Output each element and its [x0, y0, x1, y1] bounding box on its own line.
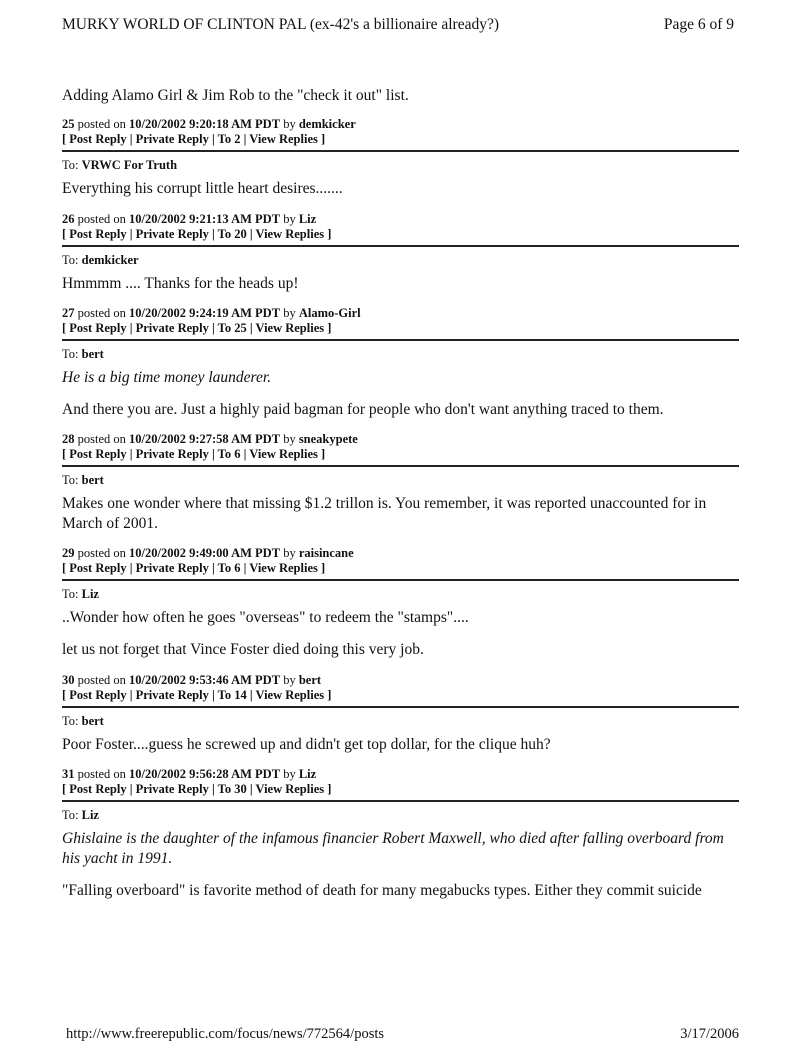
- separator: |: [208, 226, 218, 241]
- post-author[interactable]: Liz: [298, 766, 317, 781]
- separator: |: [126, 687, 136, 702]
- post-divider: [62, 800, 739, 802]
- view-replies-link[interactable]: View Replies: [255, 226, 325, 241]
- to-label: To:: [62, 346, 82, 361]
- separator: |: [246, 320, 256, 335]
- reply-to: [62, 808, 739, 823]
- post-body-text: Everything his corrupt little heart desires.......: [62, 180, 343, 198]
- private-reply-link[interactable]: Private Reply: [135, 561, 209, 576]
- post-divider: [62, 339, 739, 341]
- posted-on-label: posted on: [74, 766, 130, 781]
- separator: |: [208, 781, 218, 796]
- post-links: [62, 782, 739, 797]
- post-number[interactable]: 31: [62, 766, 75, 781]
- bracket-open: [: [62, 132, 70, 147]
- by-label: by: [280, 546, 299, 561]
- to-prefix: To: [217, 561, 235, 576]
- bracket-close: ]: [324, 781, 332, 796]
- post: [62, 546, 739, 660]
- post-divider: [62, 579, 739, 581]
- post: [62, 673, 739, 755]
- post-author[interactable]: Alamo-Girl: [298, 305, 361, 320]
- to-post-number: 30: [234, 781, 247, 796]
- reply-to-user[interactable]: bert: [81, 346, 104, 361]
- to-label: To:: [62, 472, 82, 487]
- post-date: 10/20/2002 9:27:58 AM PDT: [129, 431, 281, 446]
- view-replies-link[interactable]: View Replies: [249, 561, 318, 576]
- posted-on-label: posted on: [74, 211, 130, 226]
- by-label: by: [280, 766, 299, 781]
- to-label: To:: [62, 252, 82, 267]
- by-label: by: [280, 211, 299, 226]
- separator: |: [240, 561, 250, 576]
- post-number[interactable]: 29: [62, 546, 75, 561]
- to-prefix: To: [217, 446, 235, 461]
- bracket-close: ]: [317, 561, 326, 576]
- to-post-number: 25: [234, 320, 247, 335]
- view-replies-link[interactable]: View Replies: [249, 132, 318, 147]
- bracket-close: ]: [324, 226, 332, 241]
- post-author[interactable]: Liz: [298, 211, 317, 226]
- page-number: Page 6 of 9: [663, 16, 734, 33]
- post-body-text: Makes one wonder where that missing $1.2 trillon is. You remember, it was reported unaccounted for in March of 2001.: [62, 494, 707, 533]
- bracket-close: ]: [317, 132, 326, 147]
- post-date: 10/20/2002 9:20:18 AM PDT: [129, 117, 281, 132]
- post: [62, 212, 739, 294]
- reply-to: [62, 587, 739, 602]
- reply-to: [62, 714, 739, 729]
- bracket-close: ]: [324, 687, 332, 702]
- to-post-number: 6: [234, 561, 241, 576]
- post-date: 10/20/2002 9:53:46 AM PDT: [129, 672, 281, 687]
- post-author[interactable]: demkicker: [298, 117, 356, 132]
- post-body-text: And there you are. Just a highly paid bagman for people who don't want anything traced to them.: [62, 400, 664, 418]
- post: [62, 306, 739, 420]
- post-meta: [62, 117, 739, 132]
- bracket-open: [: [62, 687, 70, 702]
- bracket-open: [: [62, 320, 70, 335]
- post-meta: [62, 432, 739, 447]
- post-date: 10/20/2002 9:56:28 AM PDT: [129, 766, 281, 781]
- separator: |: [240, 132, 250, 147]
- to-post-number: 6: [234, 446, 241, 461]
- post-reply-link[interactable]: Post Reply: [69, 446, 127, 461]
- bracket-open: [: [62, 561, 70, 576]
- posted-on-label: posted on: [74, 117, 130, 132]
- post-number[interactable]: 30: [62, 672, 75, 687]
- to-prefix: To: [217, 226, 235, 241]
- post-divider: [62, 706, 739, 708]
- to-post-number: 20: [234, 226, 247, 241]
- to-label: To:: [62, 807, 82, 822]
- reply-to-user[interactable]: Liz: [81, 807, 99, 822]
- separator: |: [246, 781, 256, 796]
- reply-to-user[interactable]: bert: [81, 472, 104, 487]
- bracket-open: [: [62, 226, 70, 241]
- post-number[interactable]: 25: [62, 117, 75, 132]
- posted-on-label: posted on: [74, 305, 130, 320]
- post-meta: [62, 546, 739, 561]
- post-body-text: "Falling overboard" is favorite method of death for many megabucks types. Either they commit suicide: [62, 881, 702, 899]
- to-label: To:: [62, 587, 82, 602]
- to-prefix: To: [217, 132, 235, 147]
- post-links: [62, 132, 739, 147]
- view-replies-link[interactable]: View Replies: [255, 687, 325, 702]
- private-reply-link[interactable]: Private Reply: [135, 687, 209, 702]
- page-header: [62, 16, 734, 38]
- thread-content: [62, 86, 739, 913]
- post-links: [62, 321, 739, 336]
- separator: |: [126, 226, 136, 241]
- to-prefix: To: [217, 781, 235, 796]
- separator: |: [126, 781, 136, 796]
- post-body-text: Poor Foster....guess he screwed up and didn't get top dollar, for the clique huh?: [62, 735, 551, 753]
- separator: |: [208, 132, 218, 147]
- to-post-link[interactable]: [218, 447, 241, 461]
- to-post-number: 14: [234, 687, 247, 702]
- separator: |: [126, 446, 136, 461]
- post-author[interactable]: sneakypete: [298, 431, 358, 446]
- post-meta: [62, 212, 739, 227]
- private-reply-link[interactable]: Private Reply: [135, 320, 209, 335]
- to-label: To:: [62, 158, 82, 173]
- intro-text: Adding Alamo Girl & Jim Rob to the "check it out" list.: [62, 87, 409, 104]
- bracket-open: [: [62, 781, 70, 796]
- to-post-number: 2: [234, 132, 241, 147]
- post-reply-link[interactable]: Post Reply: [69, 561, 127, 576]
- post-meta: [62, 767, 739, 782]
- footer-date: 3/17/2006: [680, 1026, 739, 1042]
- separator: |: [126, 320, 136, 335]
- reply-to-user[interactable]: demkicker: [81, 252, 139, 267]
- post-number[interactable]: 28: [62, 431, 75, 446]
- private-reply-link[interactable]: Private Reply: [135, 446, 209, 461]
- post-body-text: ..Wonder how often he goes "overseas" to redeem the "stamps"....: [62, 609, 469, 627]
- by-label: by: [280, 117, 299, 132]
- post-date: 10/20/2002 9:49:00 AM PDT: [129, 546, 281, 561]
- reply-to-user[interactable]: Liz: [81, 587, 99, 602]
- quoted-text: Ghislaine is the daughter of the infamous financier Robert Maxwell, who died after falling overboard from his yacht in 1991.: [62, 829, 724, 867]
- post-meta: [62, 306, 739, 321]
- separator: |: [240, 446, 250, 461]
- reply-to: [62, 473, 739, 488]
- quoted-text: He is a big time money launderer.: [62, 368, 272, 386]
- post-links: [62, 561, 739, 576]
- post: [62, 432, 739, 534]
- separator: |: [208, 446, 218, 461]
- to-post-link[interactable]: [218, 227, 247, 241]
- post-reply-link[interactable]: Post Reply: [69, 132, 127, 147]
- post-links: [62, 447, 739, 462]
- to-post-link[interactable]: [218, 132, 241, 146]
- bracket-close: ]: [324, 320, 332, 335]
- post-reply-link[interactable]: Post Reply: [69, 320, 127, 335]
- private-reply-link[interactable]: Private Reply: [135, 132, 209, 147]
- post-reply-link[interactable]: Post Reply: [69, 687, 127, 702]
- separator: |: [208, 687, 218, 702]
- post-divider: [62, 245, 739, 247]
- post-date: 10/20/2002 9:24:19 AM PDT: [129, 305, 281, 320]
- to-prefix: To: [217, 687, 235, 702]
- reply-to: [62, 347, 739, 362]
- footer-url[interactable]: http://www.freerepublic.com/focus/news/772564/posts: [66, 1026, 385, 1042]
- separator: |: [126, 561, 136, 576]
- private-reply-link[interactable]: Private Reply: [135, 781, 209, 796]
- post-body-text: let us not forget that Vince Foster died doing this very job.: [62, 641, 424, 659]
- reply-to-user[interactable]: VRWC For Truth: [81, 158, 178, 173]
- reply-to: [62, 253, 739, 268]
- separator: |: [246, 687, 256, 702]
- post-reply-link[interactable]: Post Reply: [69, 226, 127, 241]
- post-links: [62, 227, 739, 242]
- post-date: 10/20/2002 9:21:13 AM PDT: [129, 211, 281, 226]
- to-prefix: To: [217, 320, 235, 335]
- page-footer: [62, 1026, 739, 1046]
- separator: |: [208, 561, 218, 576]
- posted-on-label: posted on: [74, 431, 130, 446]
- post-reply-link[interactable]: Post Reply: [69, 781, 127, 796]
- to-post-link[interactable]: [218, 688, 247, 702]
- posted-on-label: posted on: [74, 672, 130, 687]
- private-reply-link[interactable]: Private Reply: [135, 226, 209, 241]
- post-number[interactable]: 26: [62, 211, 75, 226]
- post-author[interactable]: raisincane: [298, 546, 354, 561]
- view-replies-link[interactable]: View Replies: [255, 781, 325, 796]
- bracket-open: [: [62, 446, 70, 461]
- bracket-close: ]: [317, 446, 326, 461]
- post-links: [62, 688, 739, 703]
- separator: |: [126, 132, 136, 147]
- to-post-link[interactable]: [218, 321, 247, 335]
- reply-to: [62, 158, 739, 173]
- to-label: To:: [62, 713, 82, 728]
- view-replies-link[interactable]: View Replies: [255, 320, 325, 335]
- by-label: by: [280, 431, 299, 446]
- post-divider: [62, 465, 739, 467]
- to-post-link[interactable]: [218, 561, 241, 575]
- to-post-link[interactable]: [218, 782, 247, 796]
- reply-to-user[interactable]: bert: [81, 713, 104, 728]
- page-title: MURKY WORLD OF CLINTON PAL (ex-42's a billionaire already?): [62, 16, 500, 33]
- separator: |: [208, 320, 218, 335]
- post: [62, 767, 739, 901]
- post: [62, 117, 739, 199]
- view-replies-link[interactable]: View Replies: [249, 446, 318, 461]
- post-body-text: Hmmmm .... Thanks for the heads up!: [62, 274, 299, 292]
- post-meta: [62, 673, 739, 688]
- by-label: by: [280, 305, 299, 320]
- separator: |: [246, 226, 256, 241]
- post-divider: [62, 150, 739, 152]
- post-author[interactable]: bert: [298, 672, 322, 687]
- post-number[interactable]: 27: [62, 305, 75, 320]
- posted-on-label: posted on: [74, 546, 130, 561]
- by-label: by: [280, 672, 299, 687]
